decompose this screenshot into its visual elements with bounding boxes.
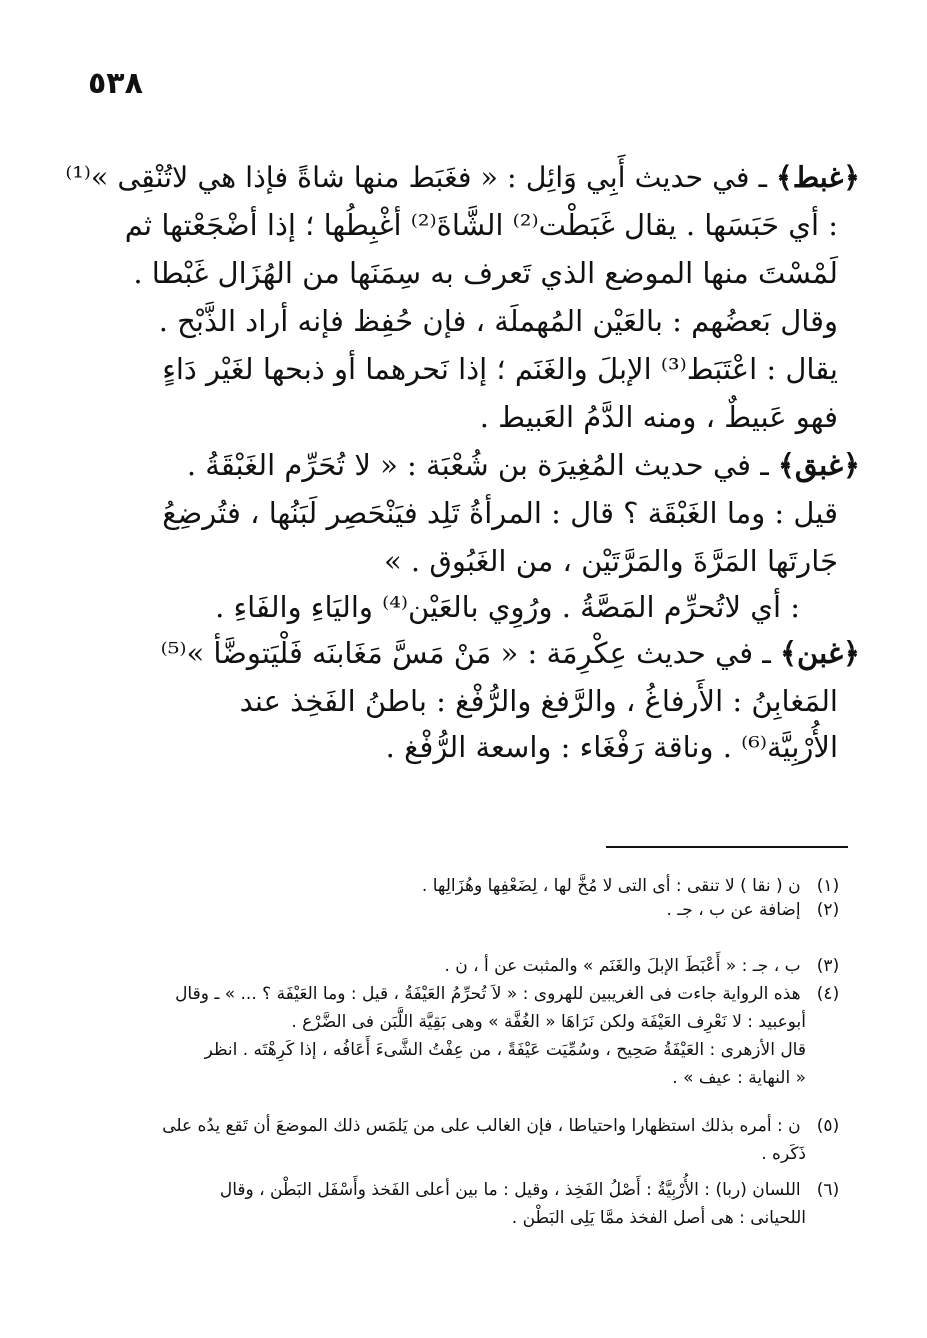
entry-headword: ﴿غبن﴾ [780, 636, 860, 670]
entry-line: : أي لاتُحرِّم المَصَّةُ . ورُوِي بالعَيْن⁽⁴⁾ واليَاءِ والفَاءِ . [215, 590, 800, 624]
footnote-text: اللسان (ربا) : الأُرْبِيَّةُ : أَصْلُ الفَخِذ ، وقيل : ما بين أعلى الفَخذ وأَسْفَل البَطْن ، وقال [219, 1180, 801, 1200]
entry-line: المَغابِنُ : الأَرفاغُ ، والرَّفغ والرُّفْغ : باطنُ الفَخِذ عند [239, 684, 838, 718]
entry-line: قيل : وما الغَبْقَة ؟ قال : المرأةُ تَلِد فيَنْحَصِر لَبَنُها ، فتُرضِعُ [162, 496, 838, 530]
footnote-text: ذَكَره . [761, 1144, 806, 1164]
footnote [175, 984, 850, 1004]
footnote-text: أبوعبيد : لا نَعْرِف العَيْفَة ولكن نَرَاهَا « الغُفَّة » وهى بَقِيَّة اللَّبَن فى الضَّرْع . [291, 1012, 806, 1032]
footnote-number: (٢) [816, 900, 840, 920]
entry-line [187, 448, 860, 482]
footnote-text: إضافة عن ب ، جـ . [666, 900, 801, 920]
footnote-number: (٤) [816, 984, 840, 1004]
footnote-text: هذه الرواية جاءت فى الغريبين للهروى : « لاَ تُحرِّمُ العَيْفَةُ ، قيل : وما العَيْفَة ؟ ... » ـ وقال [175, 984, 801, 1004]
footnote [162, 1116, 850, 1136]
footnote-text: ن : أمره بذلك استظهارا واحتياطا ، فإن الغالب على من يَلمَس ذلك الموضعَ أن تَقع يدُه على [162, 1116, 801, 1136]
entry-headword: ﴿غبط﴾ [776, 160, 860, 194]
entry-line: وقال بَعضُهم : بالعَيْن المُهملَة ، فإن حُفِظ فإنه أراد الذَّبْح . [158, 304, 838, 338]
footnote [422, 876, 850, 896]
footnote-number: (٦) [816, 1180, 840, 1200]
footnote-number: (١) [816, 876, 840, 896]
entry-line: الأُرْبِيَّة⁽⁶⁾ . وناقة رَفْغَاء : واسعة الرُّفْغ . [385, 730, 838, 764]
footnote [220, 1180, 850, 1200]
entry-line: جَارتَها المَرَّةَ والمَرَّتَيْن ، من الغَبُوق . » [383, 544, 838, 578]
page-number: ٥٣٨ [88, 66, 143, 101]
entry-text: ـ في حديث المُغِيرَة بن شُعْبَة : « لا تُحَرِّم الغَبْقَةُ . [186, 448, 769, 482]
footnote-text: قال الأزهرى : العَيْفَةُ صَحِيح ، وسُمِّيَت عَيْفَةً ، من عِفْتُ الشَّىءَ أَعَافُه ، إذا كَرِهْتَه . انظر [204, 1040, 806, 1060]
entry-line: فهو عَبيطٌ ، ومنه الدَّمُ العَبيط . [479, 400, 838, 434]
entry-line [65, 160, 860, 194]
footnote-text: اللحيانى : هى أصل الفخذ ممَّا يَلِى البَطْن . [511, 1208, 806, 1228]
entry-line: لَمْسْتَ منها الموضع الذي تَعرف به سِمَنَها من الهُزَال غَبْطا . [133, 256, 838, 290]
footnote-divider [606, 846, 848, 848]
footnote [667, 900, 850, 920]
footnote-text: « النهاية : عيف » . [672, 1068, 806, 1088]
entry-headword: ﴿غبق﴾ [777, 448, 860, 482]
footnote-text: ن ( نقا ) لا تنقى : أى التى لا مُخَّ لها ، لِضَعْفِها وهُزَالِها . [421, 876, 801, 896]
footnote [444, 956, 850, 976]
entry-line [161, 636, 860, 670]
footnote-number: (٥) [816, 1116, 840, 1136]
entry-text: ـ في حديث أَبِي وَائِل : « فغَبَط منها شاةً فإذا هي لاتُنْقِى »⁽¹⁾ [65, 161, 767, 194]
footnote-number: (٣) [816, 956, 840, 976]
entry-text: ـ في حديث عِكْرِمَة : « مَنْ مَسَّ مَغَابنَه فَلْيَتوضَّأ »⁽⁵⁾ [160, 636, 771, 670]
footnote-text: ب ، جـ : « أَعْبَطَ الإبلَ والغَنَم » والمثبت عن أ ، ن . [444, 956, 801, 976]
entry-line: يقال : اعْتَبَط⁽³⁾ الإبلَ والغَنَم ؛ إذا نَحرهما أو ذبحها لغَيْر دَاءٍ [162, 352, 838, 386]
entry-line: : أي حَبَسَها . يقال غَبَطْت⁽²⁾ الشَّاةَ⁽²⁾ أغْبِطُها ؛ إذا أضْجَعْتها ثم [124, 208, 838, 242]
